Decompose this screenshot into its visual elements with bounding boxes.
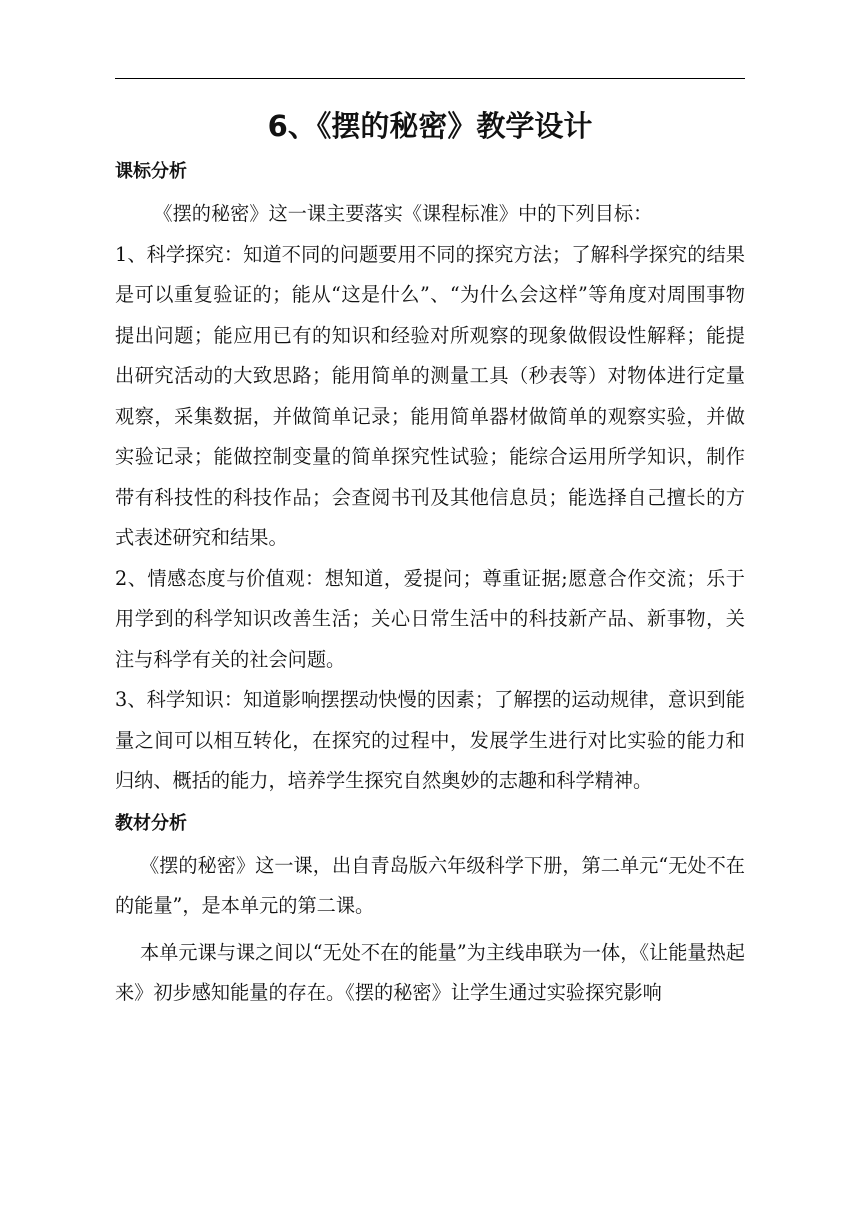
paragraph-goal-2: 2、情感态度与价值观：想知道，爱提问；尊重证据;愿意合作交流；乐于用学到的科学知识改善生活；关心日常生活中的科技新产品、新事物，关注与科学有关的社会问题。 [115, 566, 745, 671]
header-rule [115, 78, 745, 79]
paragraph-goal-1: 1、科学探究：知道不同的问题要用不同的探究方法；了解科学探究的结果是可以重复验证的；能从“这是什么”、“为什么会这样”等角度对周围事物提出问题；能应用已有的知识和经验对所观察的现象做假设性解释；能提出研究活动的大致思路；能用简单的测量工具（秒表等）对物体进行定量观察，采集数据，并做简单记录；能用简单器材做简单的观察实验，并做实验记录；能做控制变量的简单探究性试验；能综合运用所学知识，制作带有科技性的科技作品；会查阅书刊及其他信息员；能选择自己擅长的方式表述研究和结果。 [115, 242, 745, 549]
document-body [115, 152, 745, 1014]
section-heading-textbook: 教材分析 [115, 812, 187, 834]
paragraph-goal-3: 3、科学知识：知道影响摆摆动快慢的因素；了解摆的运动规律，意识到能量之间可以相互转化，在探究的过程中，发展学生进行对比实验的能力和归纳、概括的能力，培养学生探究自然奥妙的志趣和科学精神。 [115, 688, 745, 792]
document-title: 6、《摆的秘密》教学设计 [267, 109, 593, 143]
paragraph-intro: 《摆的秘密》这一课主要落实《课程标准》中的下列目标： [153, 202, 653, 225]
paragraph-textbook-1: 《摆的秘密》这一课，出自青岛版六年级科学下册，第二单元“无处不在的能量”，是本单元的第二课。 [115, 853, 745, 917]
section-heading-curriculum: 课标分析 [115, 161, 187, 182]
paragraph-textbook-2: 本单元课与课之间以“无处不在的能量”为主线串联为一体，《让能量热起来》初步感知能量的存在。《摆的秘密》让学生通过实验探究影响 [115, 940, 745, 1004]
